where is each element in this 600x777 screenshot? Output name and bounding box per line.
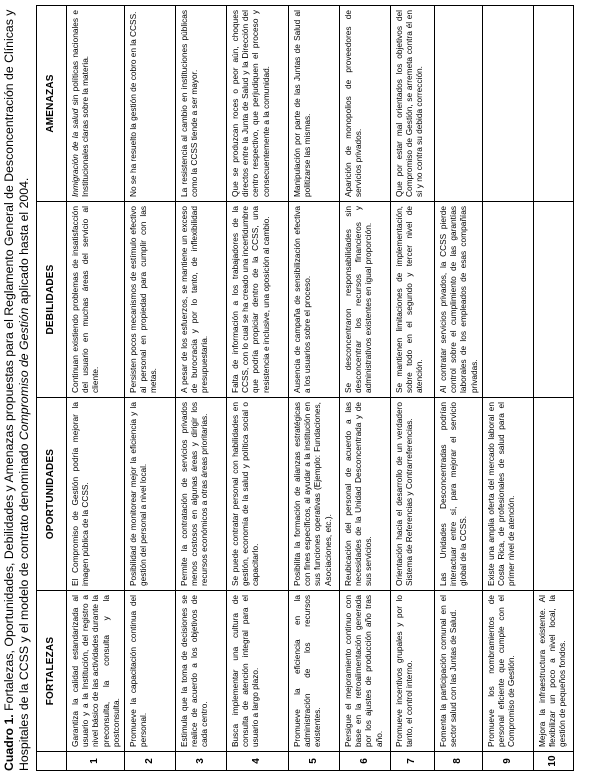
row-number: 6 bbox=[340, 752, 391, 771]
cell-amenazas bbox=[125, 6, 176, 202]
cell-oportunidades: El Compromiso de Gestión podría mejorar la imagen pública de la CCSS. bbox=[67, 398, 125, 591]
cell-oportunidades: Posibilita la formación de alianzas estratégicas con fines específicos, al ayudar a la institución en sus funciones operativas (Ejemplo: Fundaciones, Asociaciones, etc.). bbox=[289, 398, 340, 591]
cell-oportunidades: Las Unidades Desconcentradas podrían interactuar entre sí, para mejorar el servicio global de la CCSS. bbox=[435, 398, 483, 591]
cell-fortalezas: Estimula que la toma de decisiones se realice de acuerdo a los objetivos de cada centro. bbox=[176, 591, 227, 752]
cell-amenazas bbox=[533, 6, 573, 202]
row-number: 1 bbox=[67, 752, 125, 771]
header-number bbox=[37, 752, 67, 771]
table-row bbox=[125, 6, 176, 771]
cell-fortalezas: Mejora la infraestructura existente. Al flexibilizar un poco a nivel local, la gestión de pequeños fondos. bbox=[533, 591, 573, 752]
cell-amenazas bbox=[227, 6, 289, 202]
cell-fortalezas: Promueve los nombramientos de personal eficiente que cumple con el Compromiso de Gestión. bbox=[482, 591, 533, 752]
cell-debilidades bbox=[482, 202, 533, 398]
caption-tail: aplicado hasta el 2004. bbox=[16, 177, 31, 308]
cell-fortalezas: Persigue el mejoramiento continuo con base en la retroalimentación generada por los ajustes de producción año tras año. bbox=[340, 591, 391, 752]
caption-text: Fortalezas, Oportunidades, Debilidades y Amenazas propuestas para el Reglamento General de Desconcentración de Clínicas y Hospitales de la CCSS y el modelo de contrato denominado bbox=[2, 9, 31, 771]
header-fortalezas: FORTALEZAS bbox=[37, 591, 67, 752]
cell-debilidades: A pesar de los esfuerzos, se mantiene un exceso de burocracia y por lo tanto, de inflexibilidad presupuestaria. bbox=[176, 202, 227, 398]
row-number: 10 bbox=[533, 752, 573, 771]
row-number: 7 bbox=[391, 752, 435, 771]
cell-amenazas bbox=[289, 6, 340, 202]
row-number: 9 bbox=[482, 752, 533, 771]
amenaza-text: Que se produzcan roces o peor aún, choques directos entre la Junta de Salud y la Dirección del centro respectivo, que perjudiquen el proceso y consecuentemente a la comunidad. bbox=[230, 10, 271, 197]
table-row bbox=[67, 6, 125, 771]
cell-amenazas bbox=[391, 6, 435, 202]
cell-oportunidades: Se puede contratar personal con habilidades en gestión, economía de la salud y política social o capacitarlo. bbox=[227, 398, 289, 591]
cell-amenazas bbox=[67, 6, 125, 202]
cell-debilidades: Se desconcentraron responsabilidades sin desconcentrar los recursos financieros y administrativos existentes en igual proporción. bbox=[340, 202, 391, 398]
cell-amenazas bbox=[176, 6, 227, 202]
cell-debilidades bbox=[533, 202, 573, 398]
row-number: 2 bbox=[125, 752, 176, 771]
cell-oportunidades: Orientación hacia el desarrollo de un verdadero Sistema de Referencias y Contrarreferencias. bbox=[391, 398, 435, 591]
table-row bbox=[482, 6, 533, 771]
cell-amenazas bbox=[340, 6, 391, 202]
header-amenazas: AMENAZAS bbox=[37, 6, 67, 202]
cell-fortalezas: Busca implementar una cultura de consulta de atención integral para el usuario a largo plazo. bbox=[227, 591, 289, 752]
table-row bbox=[289, 6, 340, 771]
caption-italic: Compromiso de Gestión bbox=[16, 307, 31, 441]
caption-label: Cuadro 1. bbox=[2, 714, 16, 771]
cell-debilidades: Persisten pocos mecanismos de estímulo efectivo al personal en propiedad para cumplir con las metas. bbox=[125, 202, 176, 398]
cell-oportunidades: Posibilidad de monitorear mejor la eficiencia y la gestión del personal a nivel local. bbox=[125, 398, 176, 591]
row-number: 3 bbox=[176, 752, 227, 771]
cell-debilidades: Al contratar servicios privados, la CCSS pierde control sobre el cumplimiento de las garantías laborales de los empleados de esas compañías privadas. bbox=[435, 202, 483, 398]
cell-oportunidades: Permite la contratación de servicios privados menos costosos en algunas áreas y dirigir los recursos económicos a otras áreas prioritarias. bbox=[176, 398, 227, 591]
table-row bbox=[435, 6, 483, 771]
table-row bbox=[227, 6, 289, 771]
row-number: 4 bbox=[227, 752, 289, 771]
header-debilidades: DEBILIDADES bbox=[37, 202, 67, 398]
cell-amenazas bbox=[435, 6, 483, 202]
cell-debilidades: Continuan existiendo problemas de insatisfacción del usuario en muchas áreas del servicio al cliente. bbox=[67, 202, 125, 398]
cell-oportunidades: Existe una amplia oferta del mercado laboral en Costa Rica, de profesionales de salud para el primer nivel de atención. bbox=[482, 398, 533, 591]
header-oportunidades: OPORTUNIDADES bbox=[37, 398, 67, 591]
cell-debilidades: Se mantienen limitaciones de implementación, sobre todo en el segundo y tercer nivel de atención. bbox=[391, 202, 435, 398]
table-row bbox=[176, 6, 227, 771]
cell-fortalezas: Promueve la eficiencia en la administración de los recursos existentes. bbox=[289, 591, 340, 752]
cell-oportunidades: Reubicación del personal de acuerdo a las necesidades de la Unidad Desconcentrada y de sus servicios. bbox=[340, 398, 391, 591]
cell-fortalezas: Promueve la capacitación continua del personal. bbox=[125, 591, 176, 752]
table-row bbox=[391, 6, 435, 771]
amenaza-text: Aparición de monopolios de proveedores de servicios privados. bbox=[343, 10, 364, 197]
cell-fortalezas: Garantiza la calidad estandarizada al usuario y a la Institución, del registro a nivel básico de las actividades durante la preconsulta, la consulta y la postconsulta. bbox=[67, 591, 125, 752]
amenaza-text: No se ha resuelto la gestión de cobro en la CCSS. bbox=[128, 11, 139, 197]
row-number: 5 bbox=[289, 752, 340, 771]
row-number: 8 bbox=[435, 752, 483, 771]
cell-fortalezas: Promueve incentivos grupales y por lo tanto, el control interno. bbox=[391, 591, 435, 752]
cell-fortalezas: Fomenta la participación comunal en el sector salud con las Juntas de Salud. bbox=[435, 591, 483, 752]
foda-table bbox=[36, 5, 574, 771]
cell-amenazas bbox=[482, 6, 533, 202]
amenaza-text: La resistencia al cambio en instituciones públicas como la CCSS tiende a ser mayor. bbox=[179, 10, 200, 197]
table-row bbox=[533, 6, 573, 771]
amenaza-text: Manipulación por parte de las Juntas de Salud al politizarse las mismas. bbox=[292, 10, 313, 197]
amenaza-italic-text: Inmigración de la salud bbox=[70, 108, 80, 197]
cell-debilidades: Ausencia de campaña de sensibilización efectiva a los usuarios sobre el proceso. bbox=[289, 202, 340, 398]
amenaza-text: Que por estar mal orientados los objetivos del Compromiso de Gestión, se arremeta contra él en sí y no contra su debida corrección. bbox=[394, 10, 425, 197]
table-row bbox=[340, 6, 391, 771]
amenaza-text: sin políticas nacionales e Institucionales claras sobre la materia. bbox=[70, 10, 91, 197]
header-row bbox=[37, 6, 67, 771]
cell-oportunidades bbox=[533, 398, 573, 591]
table-caption bbox=[2, 6, 31, 771]
cell-debilidades: Falta de información a los trabajadores de la CCSS, con lo cual se ha creado una incertidumbre que podría propiciar dentro de la CCSS, una resistencia e inclusive, una oposición al cambio. bbox=[227, 202, 289, 398]
